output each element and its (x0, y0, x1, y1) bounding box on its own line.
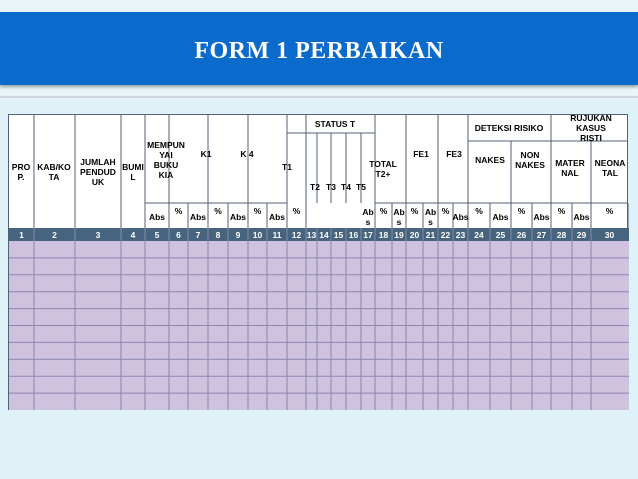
header-fe1: FE1 (413, 149, 429, 159)
header-fe3: FE3 (446, 149, 462, 159)
subheader-abs: Abs (452, 211, 469, 222)
column-number: 3 (95, 229, 101, 240)
column-number: 19 (394, 229, 404, 240)
subheader-abs: Ab s (362, 206, 374, 227)
header-mempunyai-buku-kia: MEMPUN YAI BUKU KIA (147, 140, 185, 180)
column-number: 2 (52, 229, 57, 240)
divider (0, 96, 638, 98)
column-number: 28 (556, 229, 567, 240)
form-table (8, 114, 628, 410)
header-maternal: MATER NAL (555, 158, 585, 178)
subheader-percent: % (557, 206, 566, 216)
subheader-percent: % (410, 206, 419, 216)
subheader-abs: Abs (268, 211, 286, 222)
column-number: 5 (154, 229, 160, 240)
column-number: 14 (319, 229, 329, 240)
column-number: 22 (440, 229, 451, 240)
header-t5: T5 (356, 182, 366, 192)
column-number: 27 (536, 229, 547, 240)
header-k1: K1 (200, 149, 212, 159)
slide-title: FORM 1 PERBAIKAN (194, 38, 444, 64)
header-neonatal: NEONA TAL (594, 158, 626, 178)
title-bar (0, 12, 638, 85)
subheader-percent: % (517, 206, 526, 216)
header-t2: T2 (310, 182, 320, 192)
column-number: 23 (455, 229, 466, 240)
header-k4: K 4 (240, 149, 254, 159)
column-number: 10 (252, 229, 263, 240)
column-number: 15 (333, 229, 344, 240)
header-non-nakes: NON NAKES (515, 150, 545, 170)
column-number: 17 (363, 229, 373, 240)
subheader-percent: % (475, 206, 483, 216)
column-number: 16 (348, 229, 359, 240)
header-kabkota: KAB/KO TA (37, 162, 71, 182)
column-number: 7 (195, 229, 201, 240)
column-number: 1 (19, 229, 24, 240)
subheader-percent: % (214, 206, 222, 216)
header-status-t: STATUS T (314, 119, 356, 129)
subheader-percent: % (174, 206, 183, 216)
subheader-percent: % (253, 206, 262, 216)
subheader-abs: Abs (573, 211, 590, 222)
subheader-abs: Abs (533, 211, 550, 222)
subheader-percent: % (605, 206, 614, 216)
subheader-percent: % (292, 206, 301, 216)
header-deteksi-risiko: DETEKSI RISIKO (474, 123, 544, 133)
header-t4: T4 (341, 182, 351, 192)
column-number: 29 (576, 229, 587, 240)
column-number: 4 (130, 229, 136, 240)
subheader-abs: Abs (229, 211, 247, 222)
header-nakes: NAKES (475, 155, 505, 165)
column-number: 21 (425, 229, 436, 240)
subheader-abs: Ab s (424, 206, 437, 227)
subheader-percent: % (441, 206, 450, 216)
subheader-abs: Abs (189, 211, 207, 222)
subheader-abs: Ab s (393, 206, 405, 227)
header-t1: T1 (282, 162, 292, 172)
column-number: 18 (378, 229, 389, 240)
column-number: 9 (235, 229, 241, 240)
column-number: 30 (604, 229, 615, 240)
column-number: 6 (176, 229, 181, 240)
header-rujukan-kasus-risti: RUJUKAN KASUS RISTI (570, 113, 612, 143)
header-jumlah-penduduk: JUMLAH PENDUD UK (80, 157, 116, 187)
header-total-t2plus: TOTAL T2+ (369, 159, 397, 179)
column-number: 11 (272, 229, 282, 240)
column-number: 26 (516, 229, 527, 240)
header-t3: T3 (326, 182, 336, 192)
column-number: 13 (306, 229, 317, 240)
column-number: 24 (474, 229, 484, 240)
column-number: 8 (215, 229, 221, 240)
subheader-abs: Abs (492, 211, 509, 222)
column-number: 12 (291, 229, 302, 240)
header-prop: PRO P. (11, 162, 31, 182)
subheader-percent: % (379, 206, 388, 216)
header-bumil: BUMI L (122, 162, 144, 182)
column-number: 25 (495, 229, 506, 240)
column-number: 20 (409, 229, 420, 240)
subheader-abs: Abs (148, 211, 166, 222)
